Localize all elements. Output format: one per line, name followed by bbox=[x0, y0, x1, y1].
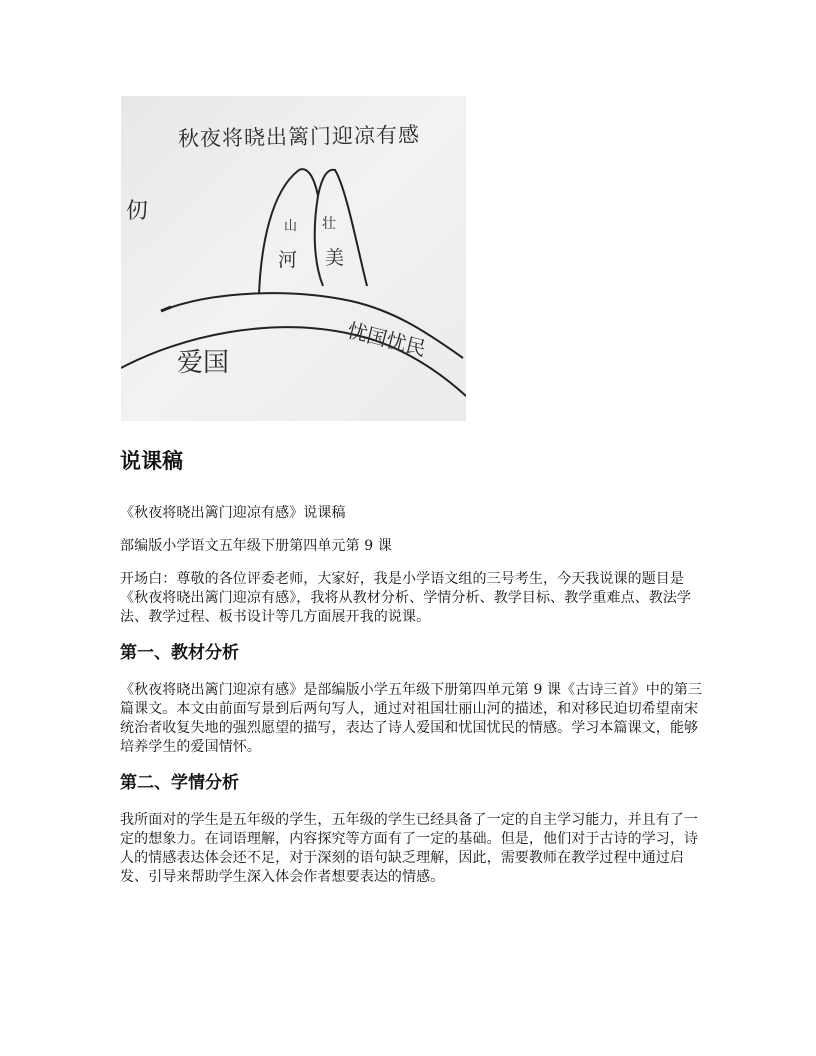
sketch-caption: 秋夜将晓出篱门迎凉有感 bbox=[177, 122, 421, 151]
board-sketch-photo bbox=[121, 96, 466, 421]
section-2-heading: 第二、学情分析 bbox=[120, 773, 239, 793]
section-1-body: 《秋夜将晓出篱门迎凉有感》是部编版小学五年级下册第四单元第 9 课《古诗三首》中的第三篇课文。本文由前面写景到后两句写人，通过对祖国壮丽山河的描述，和对移民迫切希望南宋统治者收复失地的强烈愿望的描写，表达了诗人爱国和忧国忧民的情感。学习本篇课文，能够培养学生的爱国情怀。 bbox=[120, 682, 703, 755]
document-body bbox=[120, 446, 710, 901]
doc-lesson: 部编版小学语文五年级下册第四单元第 9 课 bbox=[120, 538, 392, 554]
peak-right-char-1: 壮 bbox=[322, 216, 336, 232]
peak-left-char-1: 山 bbox=[284, 219, 298, 234]
sketch-left-label: 仞 bbox=[126, 199, 149, 224]
section-2-body: 我所面对的学生是五年级的学生，五年级的学生已经具备了一定的自主学习能力，并且有了一定的想象力。在词语理解，内容探究等方面有了一定的基础。但是，他们对于古诗的学习，诗人的情感表达体会还不足，对于深刻的语句缺乏理解，因此，需要教师在教学过程中通过启发、引导来帮助学生深入体会作者想要表达的情感。 bbox=[120, 812, 699, 885]
peak-left-char-2: 河 bbox=[278, 249, 298, 271]
doc-intro: 开场白：尊敬的各位评委老师，大家好，我是小学语文组的三号考生，今天我说课的题目是《秋夜将晓出篱门迎凉有感》，我将从教材分析、学情分析、教学目标、教学重难点、教法学法、教学过程、板书设计等几方面展开我的说课。 bbox=[120, 571, 692, 625]
board-sketch bbox=[121, 96, 466, 421]
sketch-lower-left-label: 爱国 bbox=[177, 348, 230, 378]
peak-right-char-2: 美 bbox=[325, 247, 345, 269]
sketch-lower-right-label: 忧国忧民 bbox=[344, 318, 429, 361]
doc-subtitle: 《秋夜将晓出篱门迎凉有感》说课稿 bbox=[120, 505, 346, 521]
section-1-heading: 第一、教材分析 bbox=[120, 643, 239, 663]
doc-title: 说课稿 bbox=[120, 449, 183, 473]
